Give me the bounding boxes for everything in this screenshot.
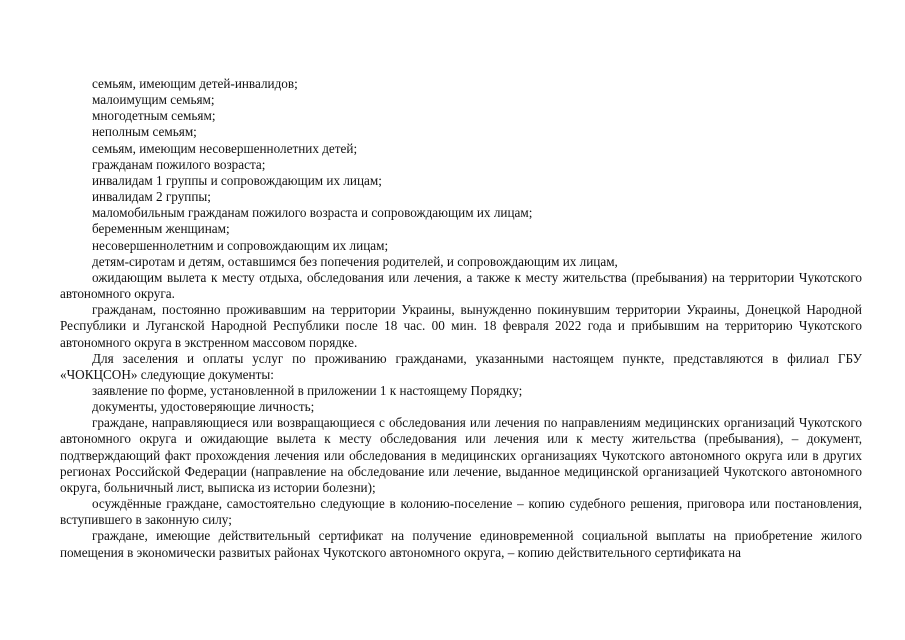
- list-item: заявление по форме, установленной в приложении 1 к настоящему Порядку;: [92, 382, 523, 398]
- list-item: многодетным семьям;: [92, 108, 216, 124]
- document-text: [60, 76, 862, 561]
- paragraph: гражданам, постоянно проживавшим на территории Украины, вынужденно покинувшим территории Украины, Донецкой Народной Республики и Луганской Народной Республики после 18 час. 00 мин. 18 февраля 2022 года и прибывшим на территорию Чукотского автономного округа в экстренном массовом порядке.: [60, 302, 862, 350]
- list-item: семьям, имеющим детей-инвалидов;: [92, 76, 298, 91]
- list-item: документы, удостоверяющие личность;: [92, 399, 315, 415]
- list-item: детям-сиротам и детям, оставшимся без попечения родителей, и сопровождающим их лицам,: [92, 253, 618, 269]
- paragraph: Для заселения и оплаты услуг по проживанию гражданами, указанными настоящем пункте, представляются в филиал ГБУ «ЧОКЦСОН» следующие документы:: [60, 350, 862, 382]
- list-item: беременным женщинам;: [92, 221, 230, 237]
- list-item: малоимущим семьям;: [92, 92, 215, 108]
- list-item: инвалидам 1 группы и сопровождающим их лицам;: [92, 172, 382, 188]
- list-item: гражданам пожилого возраста;: [92, 156, 266, 172]
- paragraph: осуждённые граждане, самостоятельно следующие в колонию-поселение – копию судебного решения, приговора или постановления, вступившего в законную силу;: [60, 496, 862, 528]
- list-item: маломобильным гражданам пожилого возраста и сопровождающим их лицам;: [92, 205, 533, 221]
- paragraph: граждане, направляющиеся или возвращающиеся с обследования или лечения по направлениям медицинских организаций Чукотского автономного округа и ожидающие вылета к месту обследования или лечения или к месту жительства (пребывания), – документ, подтверждающий факт прохождения лечения или обследования в медицинских организациях Чукотского автономного округа или в других регионах Российской Федерации (направление на обследование или лечение, выданное медицинской организацией Чукотского автономного округа, больничный лист, выписка из истории болезни);: [60, 415, 862, 495]
- list-item: инвалидам 2 группы;: [92, 189, 211, 205]
- list-item: несовершеннолетним и сопровождающим их лицам;: [92, 237, 389, 253]
- list-item: семьям, имеющим несовершеннолетних детей;: [92, 140, 358, 156]
- list-item: неполным семьям;: [92, 124, 197, 140]
- paragraph: ожидающим вылета к месту отдыха, обследования или лечения, а также к месту жительства (пребывания) на территории Чукотского автономного округа.: [60, 269, 862, 302]
- paragraph: граждане, имеющие действительный сертификат на получение единовременной социальной выплаты на приобретение жилого помещения в экономически развитых районах Чукотского автономного округа, – копию действительного сертификата на: [60, 528, 862, 560]
